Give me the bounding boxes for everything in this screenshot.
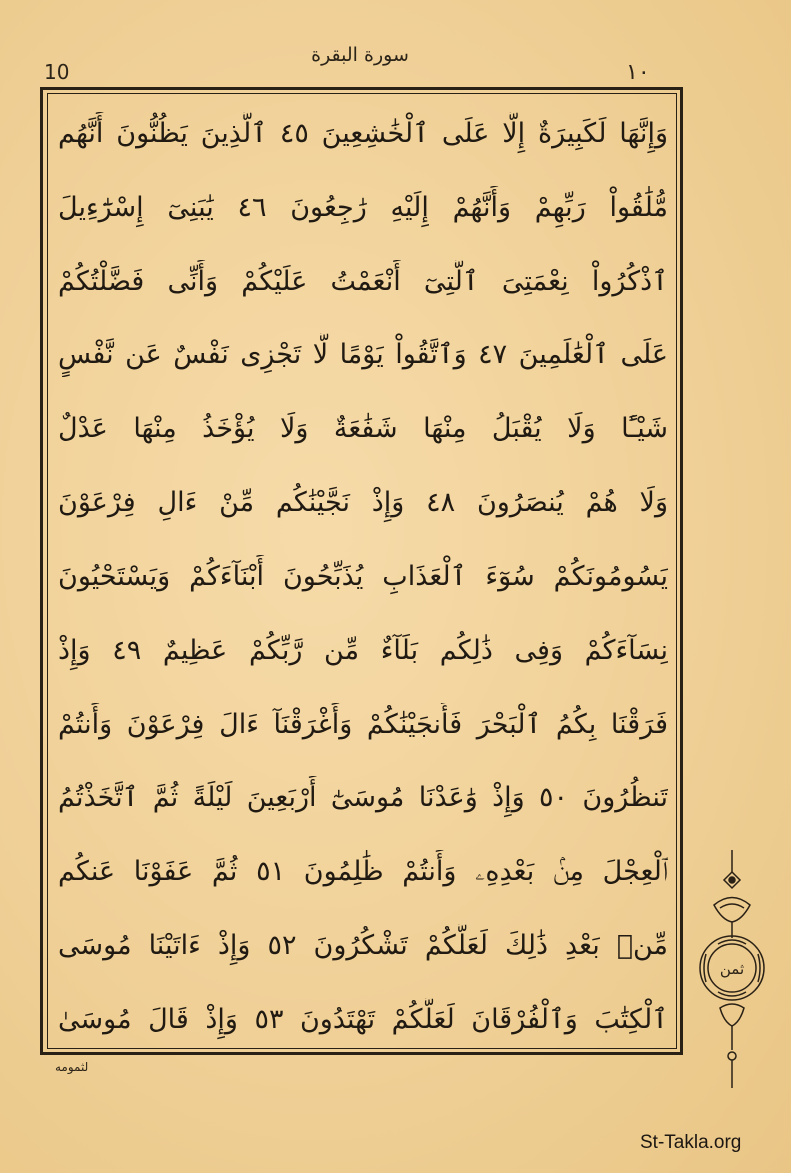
footer-note: لثمومه [55,1060,89,1074]
surah-title: سورة البقرة [311,44,409,66]
page-number-arabic: ١٠ [626,60,650,85]
verse-line: عَلَى ٱلْعَٰلَمِينَ ٤٧ وَٱتَّقُواْ يَوْمًا لَّا تَجْزِى نَفْسٌ عَن نَّفْسٍ [58,339,668,371]
verse-line: يَسُومُونَكُمْ سُوٓءَ ٱلْعَذَابِ يُذَبِّحُونَ أَبْنَآءَكُمْ وَيَسْتَحْيُونَ [58,560,668,592]
verse-line: ٱلْعِجْلَ مِنۢ بَعْدِهِۦ وَأَنتُمْ ظَٰلِمُونَ ٥١ ثُمَّ عَفَوْنَا عَنكُم [58,856,668,888]
verse-line: ٱلْكِتَٰبَ وَٱلْفُرْقَانَ لَعَلَّكُمْ تَهْتَدُونَ ٥٣ وَإِذْ قَالَ مُوسَىٰ [58,1003,668,1035]
verse-line: ٱذْكُرُواْ نِعْمَتِىَ ٱلَّتِىٓ أَنْعَمْتُ عَلَيْكُمْ وَأَنِّى فَضَّلْتُكُمْ [58,265,668,297]
hizb-marker-label: ثمن [719,960,745,978]
verse-line: نِسَآءَكُمْ وَفِى ذَٰلِكُم بَلَآءٌ مِّن رَّبِّكُمْ عَظِيمٌ ٤٩ وَإِذْ [58,634,668,666]
verse-line: تَنظُرُونَ ٥٠ وَإِذْ وَٰعَدْنَا مُوسَىٰٓ أَرْبَعِينَ لَيْلَةً ثُمَّ ٱتَّخَذْتُمُ [58,782,668,814]
verse-line: مِّنۢ بَعْدِ ذَٰلِكَ لَعَلَّكُمْ تَشْكُرُونَ ٥٢ وَإِذْ ءَاتَيْنَا مُوسَى [58,930,668,962]
verse-line: وَإِنَّهَا لَكَبِيرَةٌ إِلَّا عَلَى ٱلْخَٰشِعِينَ ٤٥ ٱلَّذِينَ يَظُنُّونَ أَنَّهُم [58,118,668,149]
verse-line: شَيْـًٔا وَلَا يُقْبَلُ مِنْهَا شَفَٰعَةٌ وَلَا يُؤْخَذُ مِنْهَا عَدْلٌ [58,413,668,445]
verse-line: مُّلَٰقُواْ رَبِّهِمْ وَأَنَّهُمْ إِلَيْهِ رَٰجِعُونَ ٤٦ يَٰبَنِىٓ إِسْرَٰٓءِيلَ [58,191,668,223]
verse-line: فَرَقْنَا بِكُمُ ٱلْبَحْرَ فَأَنجَيْنَٰكُمْ وَأَغْرَقْنَآ ءَالَ فِرْعَوْنَ وَأَنتُمْ [58,708,668,740]
verse-line: وَلَا هُمْ يُنصَرُونَ ٤٨ وَإِذْ نَجَّيْنَٰكُم مِّنْ ءَالِ فِرْعَوْنَ [58,487,668,519]
watermark-text: St-Takla.org [640,1132,742,1153]
rub-el-hizb-marker-icon [692,850,772,1090]
verse-text-block [58,112,668,1042]
page-number-latin: 10 [44,60,70,84]
